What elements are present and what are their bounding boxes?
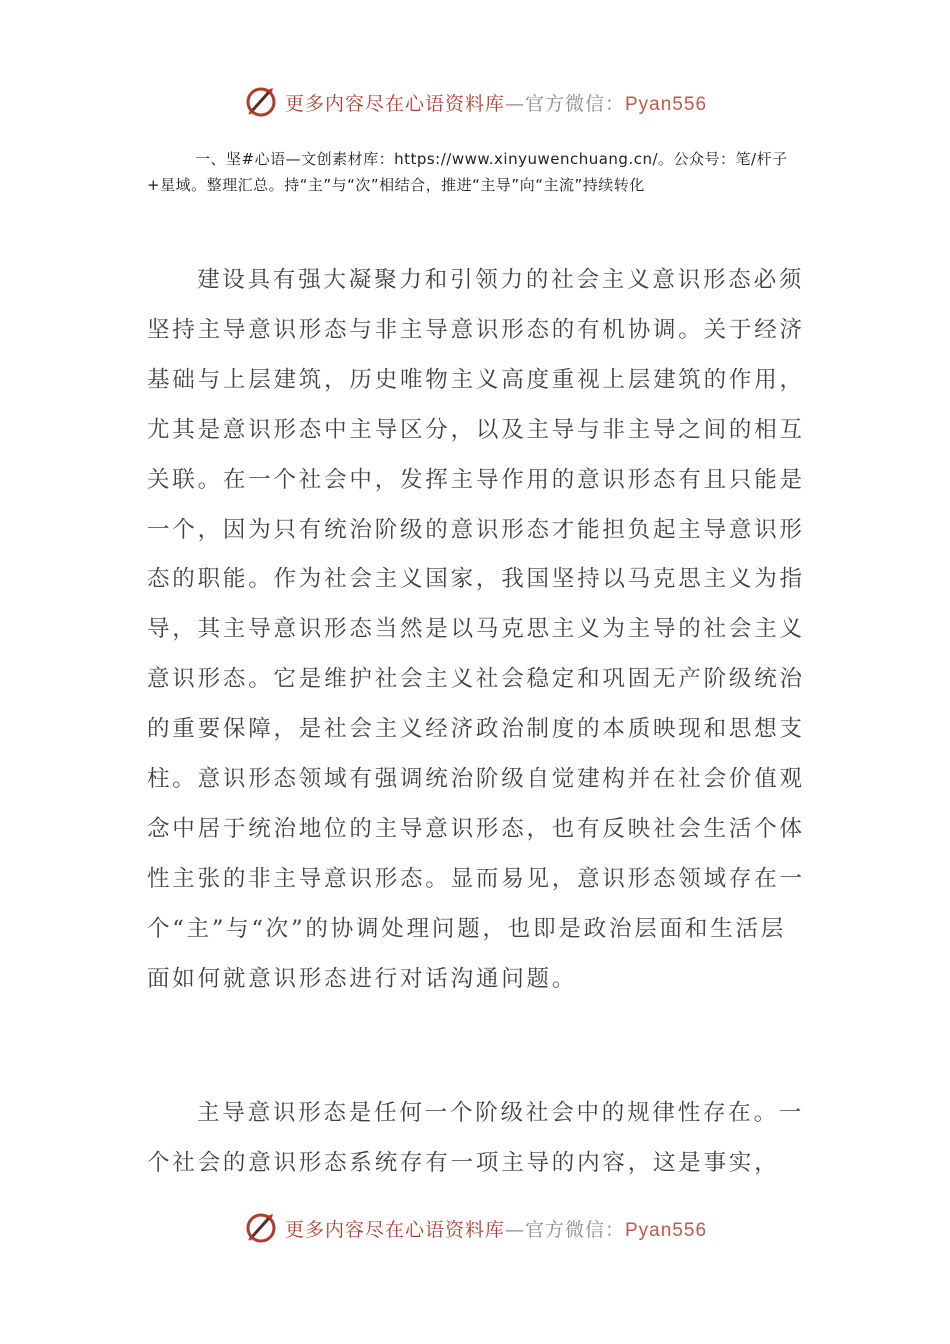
body-paragraph-2: 主导意识形态是任何一个阶级社会中的规律性存在。一个社会的意识形态系统存有一项主导的内容，这是事实， <box>147 1100 805 1176</box>
banner-text: 更多内容尽在心语资料库—官方微信：Pyan556 <box>284 92 708 115</box>
header-banner <box>0 80 950 124</box>
footer-banner <box>0 1206 950 1250</box>
banner-text: 更多内容尽在心语资料库—官方微信：Pyan556 <box>284 1218 708 1241</box>
pen-ring-logo-icon <box>243 84 279 120</box>
pen-ring-logo-icon <box>243 1210 279 1246</box>
section-heading: 一、坚#心语—文创素材库：https://www.xinyuwenchuang.cn/。公众号：笔/杆子+星域。整理汇总。持“主”与“次”相结合，推进“主导”向“主流”持续转化 <box>147 150 788 194</box>
body-paragraph-1: 建设具有强大凝聚力和引领力的社会主义意识形态必须坚持主导意识形态与非主导意识形态的有机协调。关于经济基础与上层建筑，历史唯物主义高度重视上层建筑的作用，尤其是意识形态中主导区分，以及主导与非主导之间的相互关联。在一个社会中，发挥主导作用的意识形态有且只能是一个，因为只有统治阶级的意识形态才能担负起主导意识形态的职能。作为社会主义国家，我国坚持以马克思主义为指导，其主导意识形态当然是以马克思主义为主导的社会主义意识形态。它是维护社会主义社会稳定和巩固无产阶级统治的重要保障，是社会主义经济政治制度的本质映现和思想支柱。意识形态领域有强调统治阶级自觉建构并在社会价值观念中居于统治地位的主导意识形态，也有反映社会生活个体性主张的非主导意识形态。显而易见，意识形态领域存在一个“主”与“次”的协调处理问题，也即是政治层面和生活层面如何就意识形态进行对话沟通问题。 <box>147 267 805 992</box>
